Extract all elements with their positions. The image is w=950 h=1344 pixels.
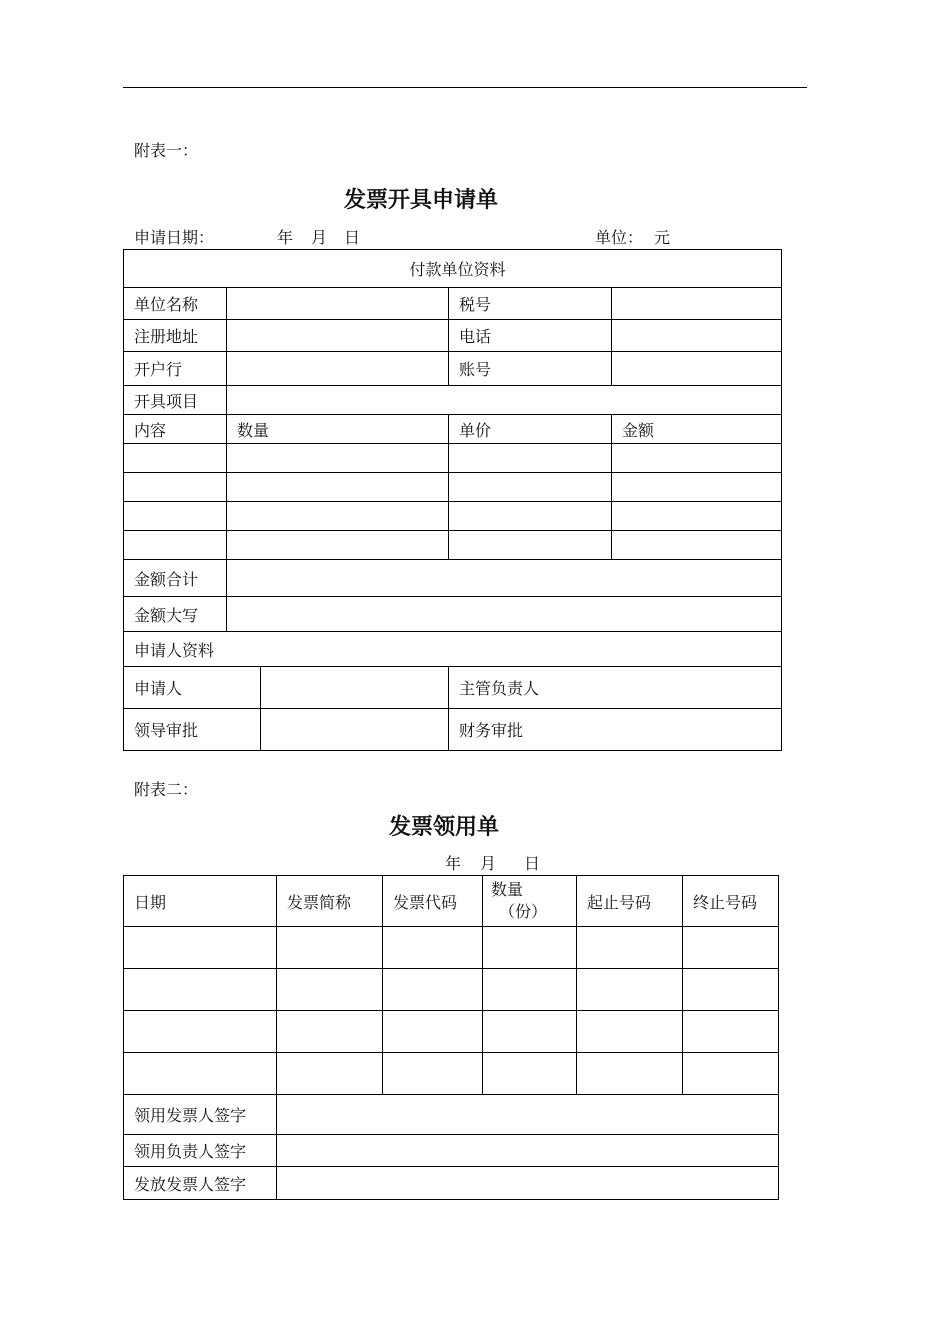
cell[interactable] (383, 927, 483, 969)
cell[interactable] (277, 927, 383, 969)
total-label: 金额合计 (124, 560, 227, 597)
supervisor-field[interactable] (612, 667, 782, 709)
item-cell[interactable] (227, 473, 449, 502)
account-label: 账号 (449, 352, 612, 386)
applicant-label: 申请人 (124, 667, 261, 709)
item-cell[interactable] (449, 473, 612, 502)
date-day: 日 (344, 228, 361, 247)
date-year: 年 (277, 228, 294, 247)
cell[interactable] (577, 1011, 683, 1053)
company-name-field[interactable] (227, 288, 449, 320)
cell[interactable] (483, 927, 577, 969)
table-row (124, 969, 779, 1011)
cell[interactable] (383, 1011, 483, 1053)
bank-label: 开户行 (124, 352, 227, 386)
cell[interactable] (277, 969, 383, 1011)
address-field[interactable] (227, 320, 449, 352)
receiver-signature-field[interactable] (277, 1095, 779, 1135)
date-year-2: 年 (445, 854, 462, 873)
item-cell[interactable] (227, 531, 449, 560)
col-date: 日期 (124, 876, 277, 927)
invoice-request-table (123, 249, 782, 751)
col-unit-price: 单价 (449, 415, 612, 444)
cell[interactable] (577, 1053, 683, 1095)
cell[interactable] (124, 1011, 277, 1053)
item-cell[interactable] (227, 502, 449, 531)
item-row (124, 444, 782, 473)
leader-approval-field[interactable] (261, 709, 449, 751)
manager-signature-label: 领用负责人签字 (124, 1135, 277, 1167)
cell[interactable] (483, 1053, 577, 1095)
cell[interactable] (577, 969, 683, 1011)
cell[interactable] (483, 1011, 577, 1053)
cell[interactable] (124, 927, 277, 969)
finance-approval-label: 财务审批 (449, 709, 612, 751)
supervisor-label: 主管负责人 (449, 667, 612, 709)
date-label: 申请日期： (134, 228, 215, 247)
receiver-signature-label: 领用发票人签字 (124, 1095, 277, 1135)
unit-value: 元 (654, 228, 671, 247)
cell[interactable] (383, 969, 483, 1011)
cell[interactable] (683, 927, 779, 969)
header-rule (123, 87, 807, 88)
appendix2-label: 附表二： (134, 780, 199, 799)
col-amount: 金额 (612, 415, 782, 444)
appendix1-title: 发票开具申请单 (344, 187, 499, 213)
appendix2-title: 发票领用单 (389, 814, 500, 840)
cell[interactable] (577, 927, 683, 969)
item-cell[interactable] (612, 502, 782, 531)
issuer-signature-field[interactable] (277, 1167, 779, 1200)
total-upper-field[interactable] (227, 597, 782, 632)
cell[interactable] (683, 1053, 779, 1095)
applicant-header: 申请人资料 (124, 632, 782, 667)
total-upper-label: 金额大写 (124, 597, 227, 632)
tax-id-label: 税号 (449, 288, 612, 320)
col-start-number: 起止号码 (577, 876, 683, 927)
item-cell[interactable] (449, 502, 612, 531)
cell[interactable] (124, 1053, 277, 1095)
payer-header: 付款单位资料 (124, 250, 782, 288)
item-cell[interactable] (124, 531, 227, 560)
date-day-2: 日 (524, 854, 541, 873)
col-count (483, 876, 577, 927)
item-cell[interactable] (124, 502, 227, 531)
date-month-2: 月 (480, 854, 497, 873)
phone-field[interactable] (612, 320, 782, 352)
date-month: 月 (311, 228, 328, 247)
cell[interactable] (277, 1011, 383, 1053)
col-count-label: 数量 (491, 880, 524, 899)
items-label: 开具项目 (124, 386, 227, 415)
cell[interactable] (124, 969, 277, 1011)
invoice-receipt-table (123, 875, 779, 1200)
account-field[interactable] (612, 352, 782, 386)
unit-label: 单位： (595, 228, 644, 247)
manager-signature-field[interactable] (277, 1135, 779, 1167)
items-field[interactable] (227, 386, 782, 415)
cell[interactable] (683, 969, 779, 1011)
item-row (124, 502, 782, 531)
cell[interactable] (277, 1053, 383, 1095)
bank-field[interactable] (227, 352, 449, 386)
col-content: 内容 (124, 415, 227, 444)
issuer-signature-label: 发放发票人签字 (124, 1167, 277, 1200)
tax-id-field[interactable] (612, 288, 782, 320)
item-cell[interactable] (227, 444, 449, 473)
item-cell[interactable] (124, 444, 227, 473)
leader-approval-label: 领导审批 (124, 709, 261, 751)
item-cell[interactable] (612, 444, 782, 473)
cell[interactable] (483, 969, 577, 1011)
item-cell[interactable] (124, 473, 227, 502)
phone-label: 电话 (449, 320, 612, 352)
address-label: 注册地址 (124, 320, 227, 352)
item-row (124, 531, 782, 560)
total-field[interactable] (227, 560, 782, 597)
item-cell[interactable] (449, 531, 612, 560)
item-cell[interactable] (449, 444, 612, 473)
cell[interactable] (683, 1011, 779, 1053)
cell[interactable] (383, 1053, 483, 1095)
col-end-number: 终止号码 (683, 876, 779, 927)
col-invoice-short-name: 发票简称 (277, 876, 383, 927)
table-row (124, 927, 779, 969)
col-count-unit: （份） (499, 902, 548, 921)
applicant-field[interactable] (261, 667, 449, 709)
table-row (124, 1053, 779, 1095)
col-quantity: 数量 (227, 415, 449, 444)
col-invoice-code: 发票代码 (383, 876, 483, 927)
appendix1-label: 附表一： (134, 141, 199, 160)
finance-approval-field[interactable] (612, 709, 782, 751)
table-row (124, 1011, 779, 1053)
item-cell[interactable] (612, 473, 782, 502)
company-name-label: 单位名称 (124, 288, 227, 320)
item-cell[interactable] (612, 531, 782, 560)
item-row (124, 473, 782, 502)
